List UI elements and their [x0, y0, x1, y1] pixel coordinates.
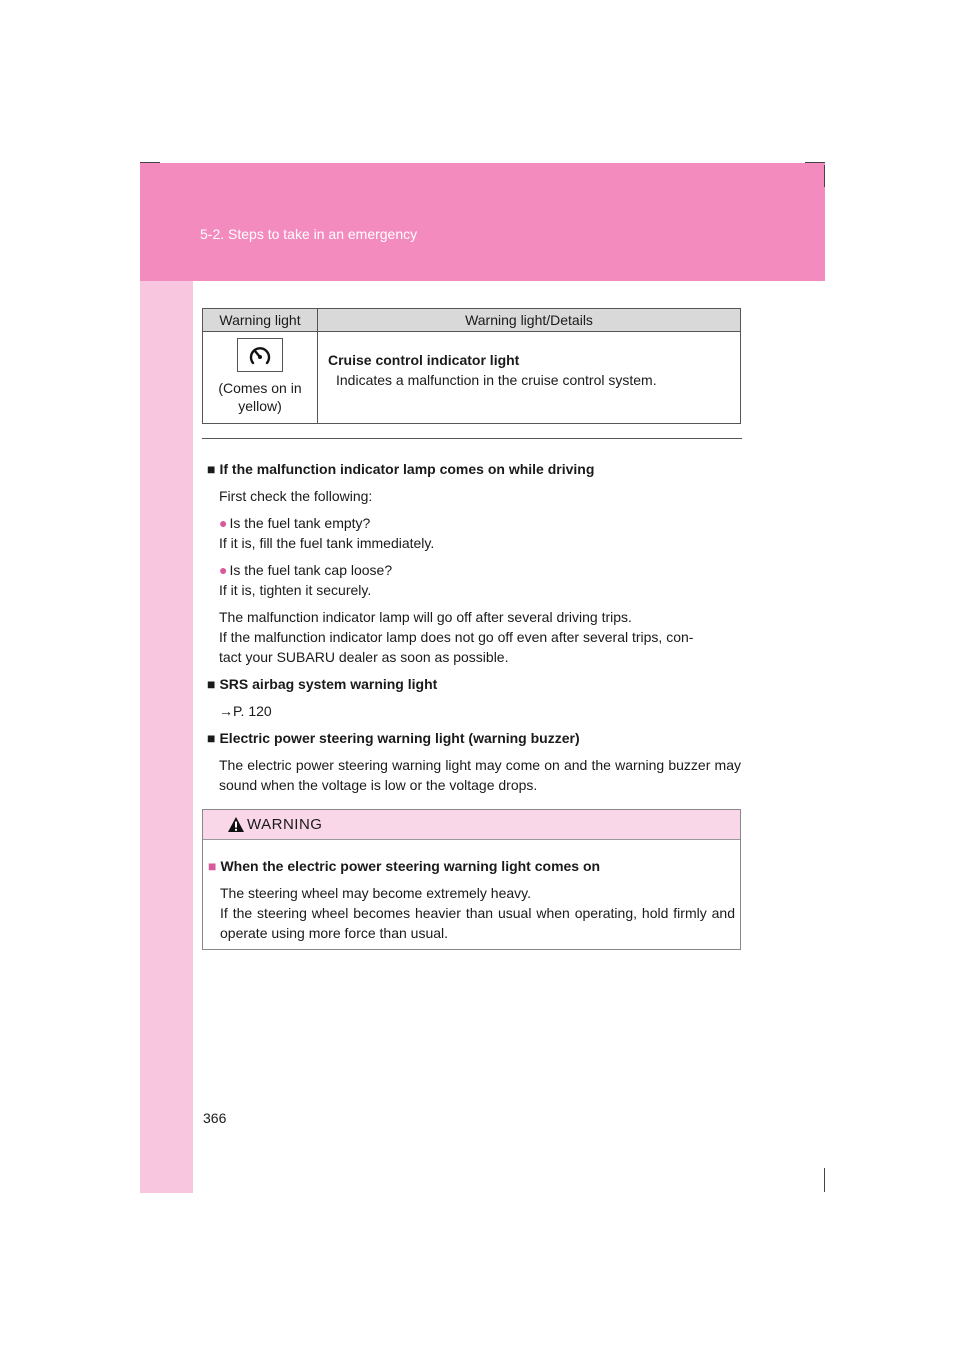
- light-cell: [203, 332, 318, 424]
- header-band: [140, 163, 825, 281]
- warning-text: The steering wheel may become extremely heavy.: [220, 885, 531, 901]
- body-text: [207, 456, 741, 795]
- light-color-note: (Comes on in yellow): [218, 380, 302, 414]
- intro-text: First check the following:: [219, 488, 373, 504]
- list-item: ● Is the fuel tank empty? If it is, fill the fuel tank immediately.: [219, 515, 435, 551]
- bullet-icon: ●: [219, 562, 228, 578]
- square-bullet-icon: ■: [207, 676, 216, 692]
- divider: [202, 438, 742, 439]
- warning-text: If the steering wheel becomes heavier than usual when operating, hold firmly and operate using more force than usual.: [220, 905, 735, 941]
- section-title: 5-2. Steps to take in an emergency: [200, 226, 418, 242]
- list-item: ● Is the fuel tank cap loose? If it is, tighten it securely.: [219, 562, 393, 598]
- warning-heading: ■ When the electric power steering warning light comes on: [208, 858, 601, 874]
- crop-mark: [140, 162, 160, 163]
- detail-text: Indicates a malfunction in the cruise control system.: [336, 372, 657, 388]
- bullet-icon: ●: [219, 515, 228, 531]
- paragraph: The malfunction indicator lamp will go off after several driving trips. If the malfunction indicator lamp does not go off even after several trips, con- tact your SUBARU dealer as soon as possible.: [219, 609, 694, 665]
- square-bullet-icon: ■: [207, 730, 216, 746]
- square-bullet-icon: ■: [208, 858, 217, 874]
- page-reference: →P. 120: [219, 703, 272, 719]
- warning-box: [202, 809, 741, 950]
- column-header-details: Warning light/Details: [318, 309, 741, 332]
- heading-srs-airbag: ■ SRS airbag system warning light: [207, 676, 438, 692]
- warning-label: WARNING: [247, 816, 323, 833]
- crop-mark: [824, 1168, 825, 1192]
- square-bullet-icon: ■: [207, 461, 216, 477]
- page-number: 366: [203, 1110, 227, 1126]
- warning-body: [203, 840, 740, 943]
- paragraph: The electric power steering warning light may come on and the warning buzzer may sound when the voltage is low or the voltage drops.: [219, 757, 741, 793]
- table-row: [203, 332, 741, 424]
- warning-triangle-icon: [227, 816, 245, 833]
- cruise-control-gauge-icon: [237, 338, 283, 372]
- details-cell: [318, 332, 741, 424]
- crop-mark: [805, 162, 825, 163]
- warning-light-table: [202, 308, 741, 424]
- detail-title: Cruise control indicator light: [328, 352, 520, 368]
- warning-header: [203, 810, 740, 840]
- side-strip: [140, 281, 193, 1193]
- crop-mark: [824, 165, 825, 187]
- column-header-light: Warning light: [203, 309, 318, 332]
- heading-malfunction-lamp: ■ If the malfunction indicator lamp comes on while driving: [207, 461, 595, 477]
- heading-power-steering: ■ Electric power steering warning light (warning buzzer): [207, 730, 580, 746]
